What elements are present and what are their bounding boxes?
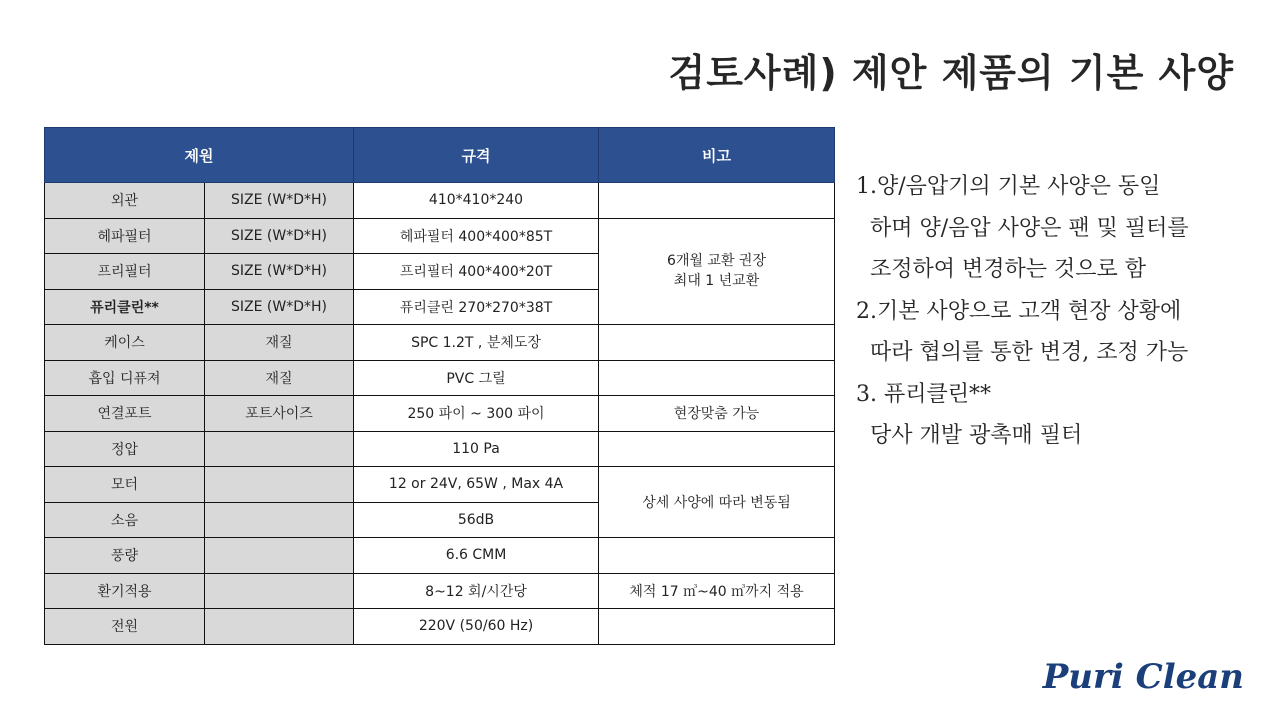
row-item: 케이스 xyxy=(45,325,205,361)
row-sub: SIZE (W*D*H) xyxy=(205,218,354,254)
row-sub xyxy=(205,573,354,609)
table-row xyxy=(45,325,835,361)
row-note xyxy=(599,360,835,396)
note-line: 3. 퓨리클린** xyxy=(856,381,991,407)
row-note xyxy=(599,609,835,645)
row-spec: 헤파필터 400*400*85T xyxy=(354,218,599,254)
row-spec: 퓨리클린 270*270*38T xyxy=(354,289,599,325)
filter-note-line2: 최대 1 년교환 xyxy=(673,273,760,290)
row-note xyxy=(599,325,835,361)
row-spec: 250 파이 ~ 300 파이 xyxy=(354,396,599,432)
filter-replacement-note xyxy=(599,218,835,325)
row-item: 환기적용 xyxy=(45,573,205,609)
page-title: 검토사례) 제안 제품의 기본 사양 xyxy=(668,51,1234,95)
row-spec: PVC 그릴 xyxy=(354,360,599,396)
row-sub: SIZE (W*D*H) xyxy=(205,254,354,290)
table-row xyxy=(45,360,835,396)
row-sub: 재질 xyxy=(205,360,354,396)
row-sub: SIZE (W*D*H) xyxy=(205,183,354,219)
table-row xyxy=(45,218,835,254)
note-line: 당사 개발 광촉매 필터 xyxy=(870,423,1083,448)
row-spec: 110 Pa xyxy=(354,431,599,467)
row-item: 헤파필터 xyxy=(45,218,205,254)
note-line: 1.양/음압기의 기본 사양은 동일 xyxy=(856,174,1161,199)
row-note xyxy=(599,538,835,574)
row-spec: 220V (50/60 Hz) xyxy=(354,609,599,645)
row-spec: 6.6 CMM xyxy=(354,538,599,574)
header-remarks: 비고 xyxy=(599,128,835,183)
note-line: 조정하여 변경하는 것으로 함 xyxy=(870,257,1147,282)
row-sub xyxy=(205,431,354,467)
table-row xyxy=(45,538,835,574)
note-line: 따라 협의를 통한 변경, 조정 가능 xyxy=(870,340,1189,365)
row-item: 흡입 디퓨져 xyxy=(45,360,205,396)
row-sub xyxy=(205,467,354,503)
table-row xyxy=(45,573,835,609)
row-item: 소음 xyxy=(45,502,205,538)
row-item: 프리필터 xyxy=(45,254,205,290)
table-row xyxy=(45,396,835,432)
table-header-row xyxy=(45,128,835,183)
header-standard: 규격 xyxy=(354,128,599,183)
row-spec: 프리필터 400*400*20T xyxy=(354,254,599,290)
spec-table xyxy=(44,127,835,645)
row-item: 퓨리클린** xyxy=(45,289,205,325)
row-spec: 8~12 회/시간당 xyxy=(354,573,599,609)
table-row xyxy=(45,431,835,467)
row-spec: SPC 1.2T , 분체도장 xyxy=(354,325,599,361)
row-note: 체적 17 ㎥~40 ㎥까지 적용 xyxy=(599,573,835,609)
header-spec-item: 제원 xyxy=(45,128,354,183)
row-sub xyxy=(205,502,354,538)
table-row xyxy=(45,183,835,219)
row-sub: 재질 xyxy=(205,325,354,361)
note-line: 2.기본 사양으로 고객 현장 상황에 xyxy=(856,298,1182,324)
row-sub: 포트사이즈 xyxy=(205,396,354,432)
puri-clean-logo: Puri Clean xyxy=(1042,657,1244,697)
row-item: 연결포트 xyxy=(45,396,205,432)
row-item: 정압 xyxy=(45,431,205,467)
table-row xyxy=(45,609,835,645)
row-sub: SIZE (W*D*H) xyxy=(205,289,354,325)
row-item: 풍량 xyxy=(45,538,205,574)
row-note: 현장맞춤 가능 xyxy=(599,396,835,432)
motor-variation-note: 상세 사양에 따라 변동됨 xyxy=(599,467,835,538)
notes-panel xyxy=(856,166,1189,457)
row-spec: 12 or 24V, 65W , Max 4A xyxy=(354,467,599,503)
row-note xyxy=(599,183,835,219)
row-item: 외관 xyxy=(45,183,205,219)
row-item: 전원 xyxy=(45,609,205,645)
row-spec: 410*410*240 xyxy=(354,183,599,219)
note-line: 하며 양/음압 사양은 팬 및 필터를 xyxy=(870,215,1189,241)
filter-note-line1: 6개월 교환 권장 xyxy=(667,253,766,270)
table-row xyxy=(45,467,835,503)
row-spec: 56dB xyxy=(354,502,599,538)
row-sub xyxy=(205,609,354,645)
row-note xyxy=(599,431,835,467)
row-item: 모터 xyxy=(45,467,205,503)
row-sub xyxy=(205,538,354,574)
